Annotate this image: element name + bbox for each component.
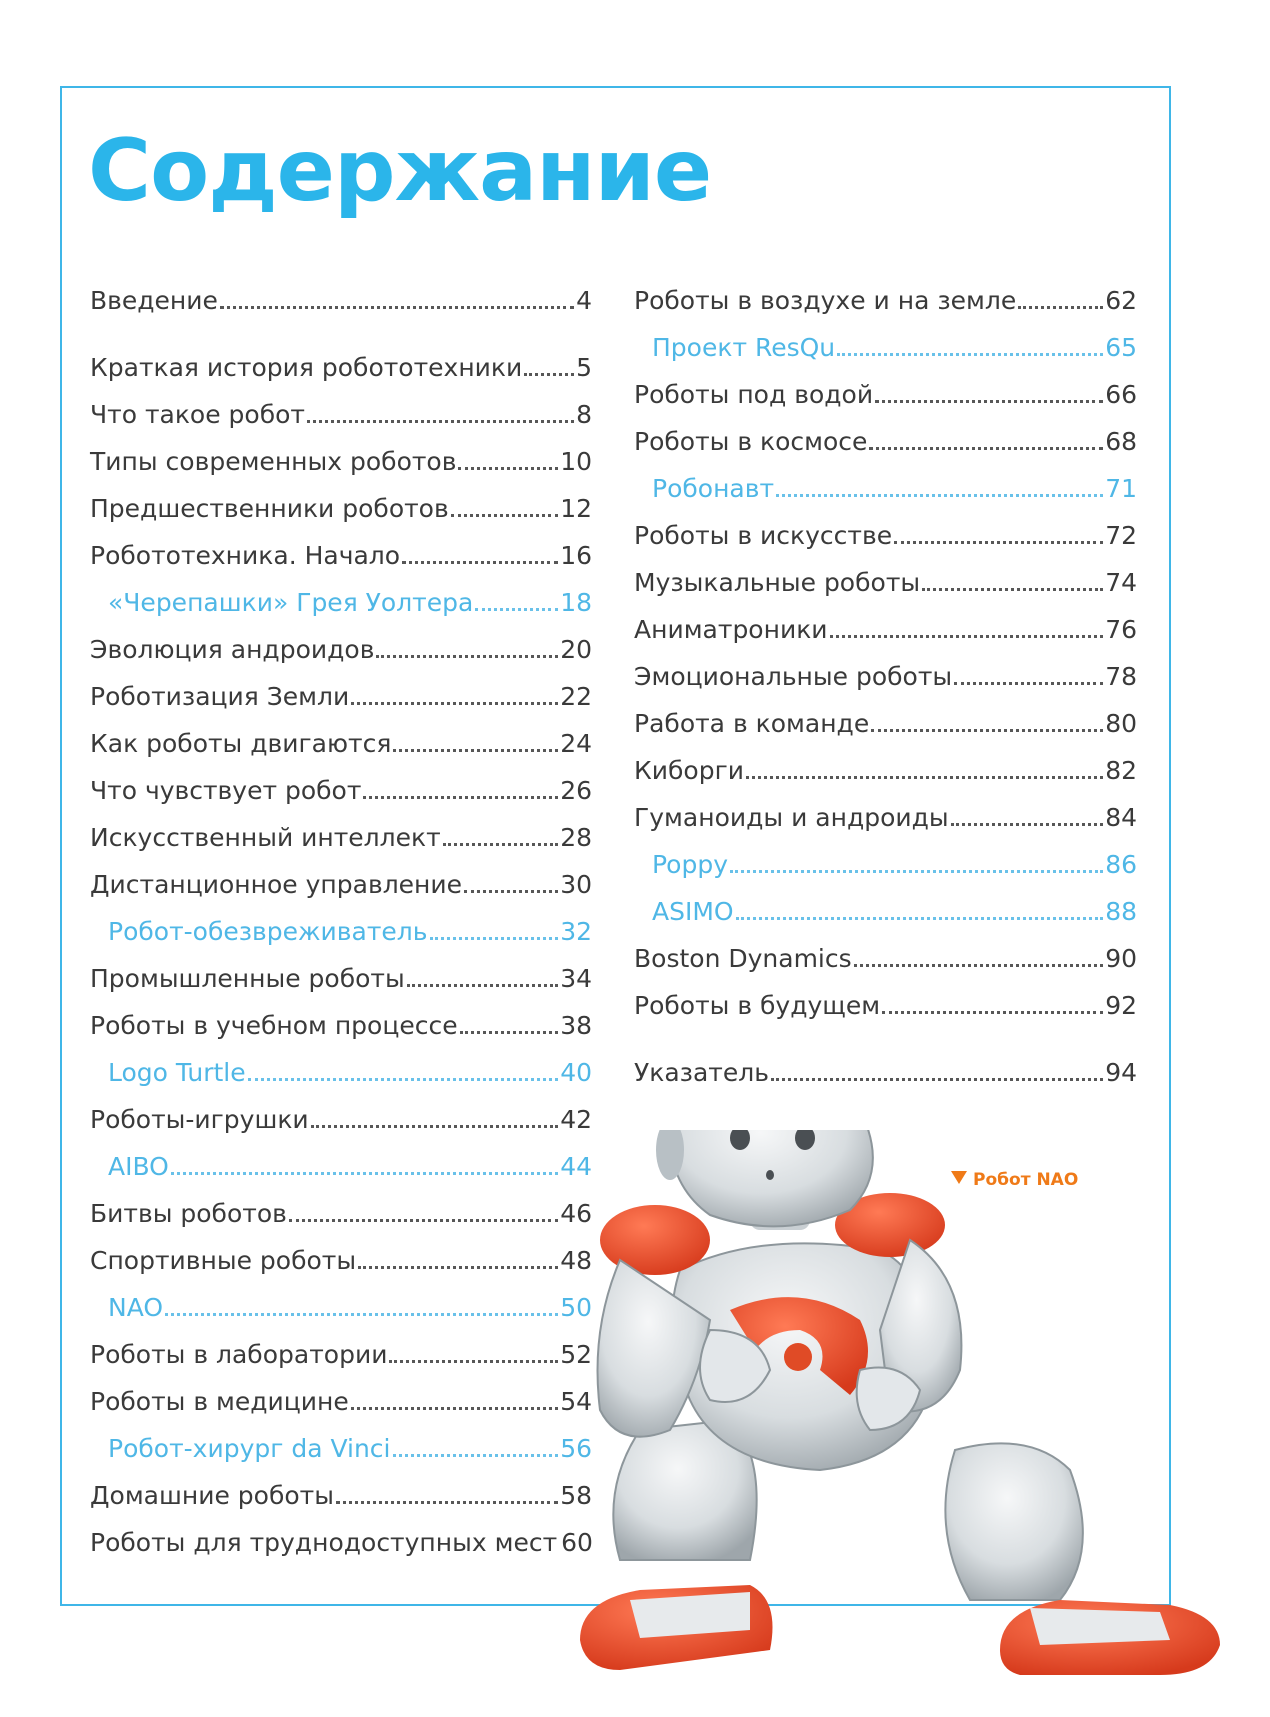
toc-subentry[interactable]	[90, 1275, 592, 1322]
dot-leader	[830, 621, 1104, 638]
toc-entry[interactable]	[634, 785, 1137, 832]
dot-leader	[407, 970, 558, 987]
toc-entry[interactable]	[90, 805, 592, 852]
dot-leader	[289, 1205, 558, 1222]
toc-entry-label: Искусственный интеллект	[90, 823, 441, 852]
toc-entry-label: Киборги	[634, 756, 744, 785]
toc-entry-page: 65	[1105, 333, 1137, 362]
toc-entry-page: 88	[1105, 897, 1137, 926]
toc-entry-label: Что такое робот	[90, 400, 305, 429]
toc-entry-page: 34	[560, 964, 592, 993]
dot-leader	[451, 500, 558, 517]
toc-entry-page: 84	[1105, 803, 1137, 832]
dot-leader	[393, 1440, 559, 1457]
dot-leader	[464, 876, 558, 893]
toc-right-column	[634, 268, 1137, 1087]
toc-subentry[interactable]	[634, 832, 1137, 879]
toc-entry-label: Музыкальные роботы	[634, 568, 921, 597]
toc-entry-label: Введение	[90, 286, 218, 315]
toc-entry[interactable]	[90, 476, 592, 523]
dot-leader	[351, 688, 558, 705]
dot-leader	[311, 1111, 559, 1128]
toc-entry-label: Роботы в учебном процессе	[90, 1011, 458, 1040]
toc-entry-label: Указатель	[634, 1058, 769, 1087]
toc-entry-page: 72	[1105, 521, 1137, 550]
toc-entry-label: Как роботы двигаются	[90, 729, 392, 758]
toc-entry-page: 66	[1105, 380, 1137, 409]
toc-entry[interactable]	[90, 335, 592, 382]
toc-entry[interactable]	[90, 711, 592, 758]
dot-leader	[458, 453, 558, 470]
toc-entry-page: 54	[560, 1387, 592, 1416]
toc-left-column	[90, 268, 592, 1557]
toc-entry-page: 28	[560, 823, 592, 852]
toc-entry-label: Роботизация Земли	[90, 682, 350, 711]
toc-entry-page: 5	[576, 353, 592, 382]
toc-entry-label: NAO	[108, 1293, 164, 1322]
toc-subentry[interactable]	[90, 899, 592, 946]
toc-entry-page: 94	[1105, 1058, 1137, 1087]
toc-entry[interactable]	[90, 1322, 592, 1369]
dot-leader	[393, 735, 558, 752]
toc-entry-page: 18	[560, 588, 592, 617]
toc-entry-page: 52	[560, 1340, 592, 1369]
toc-entry-label: Промышленные роботы	[90, 964, 405, 993]
toc-entry[interactable]	[90, 1369, 592, 1416]
toc-entry[interactable]	[634, 268, 1137, 315]
toc-entry-label: Робототехника. Начало	[90, 541, 401, 570]
toc-entry[interactable]	[90, 523, 592, 570]
dot-leader	[402, 547, 558, 564]
toc-entry-label: Роботы-игрушки	[90, 1105, 309, 1134]
toc-entry-label: Робот-хирург da Vinci	[108, 1434, 391, 1463]
toc-entry-label: Робонавт	[652, 474, 775, 503]
caption-text: Робот NAO	[973, 1170, 1079, 1190]
dot-leader	[1018, 292, 1103, 309]
toc-entry-page: 44	[560, 1152, 592, 1181]
dot-leader	[746, 762, 1103, 779]
dot-leader	[524, 359, 574, 376]
toc-entry[interactable]	[90, 1463, 592, 1510]
dot-leader	[875, 386, 1103, 403]
dot-leader	[736, 903, 1104, 920]
dot-leader	[363, 782, 558, 799]
toc-entry-page: 20	[560, 635, 592, 664]
robot-nao-svg	[560, 1130, 1240, 1713]
toc-entry-page: 16	[560, 541, 592, 570]
toc-entry-label: Спортивные роботы	[90, 1246, 357, 1275]
dot-leader	[869, 433, 1103, 450]
dot-leader	[837, 339, 1103, 356]
toc-entry[interactable]	[634, 597, 1137, 644]
robot-nao-illustration	[560, 1130, 1240, 1713]
toc-entry-page: 26	[560, 776, 592, 805]
toc-entry-label: Эмоциональные роботы	[634, 662, 953, 691]
toc-subentry[interactable]	[90, 570, 592, 617]
dot-leader	[165, 1299, 558, 1316]
toc-entry-label: Что чувствует робот	[90, 776, 362, 805]
dot-leader	[951, 809, 1104, 826]
toc-entry-page: 71	[1105, 474, 1137, 503]
dot-leader	[922, 574, 1103, 591]
dot-leader	[954, 668, 1103, 685]
toc-entry-page: 62	[1105, 286, 1137, 315]
toc-entry-label: AIBO	[108, 1152, 169, 1181]
toc-entry[interactable]	[90, 1181, 592, 1228]
toc-entry-page: 32	[560, 917, 592, 946]
dot-leader	[475, 594, 558, 611]
dot-leader	[771, 1064, 1103, 1081]
toc-entry-label: «Черепашки» Грея Уолтера	[108, 588, 474, 617]
toc-entry-page: 8	[576, 400, 592, 429]
toc-entry-page: 56	[560, 1434, 592, 1463]
toc-entry-label: Робот-обезвреживатель	[108, 917, 428, 946]
toc-entry-label: Роботы под водой	[634, 380, 874, 409]
toc-entry[interactable]	[90, 664, 592, 711]
toc-entry[interactable]	[90, 993, 592, 1040]
dot-leader	[871, 715, 1103, 732]
toc-entry[interactable]	[634, 503, 1137, 550]
toc-entry-label: Дистанционное управление	[90, 870, 463, 899]
toc-entry-page: 86	[1105, 850, 1137, 879]
toc-entry-page: 76	[1105, 615, 1137, 644]
toc-entry-label: Poppy	[652, 850, 729, 879]
toc-entry-label: Битвы роботов	[90, 1199, 287, 1228]
dot-leader	[307, 406, 574, 423]
toc-entry[interactable]	[90, 617, 592, 664]
toc-entry[interactable]	[90, 382, 592, 429]
toc-entry-label: Краткая история робототехники	[90, 353, 523, 382]
dot-leader	[730, 856, 1103, 873]
dot-leader	[358, 1252, 558, 1269]
toc-entry[interactable]	[634, 362, 1137, 409]
toc-entry-label: Logo Turtle	[108, 1058, 246, 1087]
toc-entry-page: 50	[560, 1293, 592, 1322]
toc-entry-page: 60	[561, 1528, 593, 1557]
toc-entry-page: 22	[560, 682, 592, 711]
dot-leader	[894, 527, 1103, 544]
dot-leader	[376, 641, 558, 658]
dot-leader	[460, 1017, 559, 1034]
toc-entry-label: Работа в команде	[634, 709, 870, 738]
dot-leader	[248, 1064, 559, 1081]
toc-entry-page: 78	[1105, 662, 1137, 691]
toc-subentry[interactable]	[634, 879, 1137, 926]
toc-entry-page: 58	[560, 1481, 592, 1510]
toc-entry-page: 80	[1105, 709, 1137, 738]
toc-entry[interactable]	[90, 946, 592, 993]
toc-entry-page: 30	[560, 870, 592, 899]
toc-entry-page: 4	[576, 286, 592, 315]
toc-subentry[interactable]	[90, 1416, 592, 1463]
dot-leader	[430, 923, 559, 940]
toc-entry[interactable]	[634, 691, 1137, 738]
dot-leader	[882, 997, 1103, 1014]
toc-entry-page: 90	[1105, 944, 1137, 973]
toc-entry-page: 42	[560, 1105, 592, 1134]
toc-entry-page: 82	[1105, 756, 1137, 785]
toc-entry[interactable]	[90, 1087, 592, 1134]
toc-entry-page: 38	[560, 1011, 592, 1040]
toc-subentry[interactable]	[634, 456, 1137, 503]
dot-leader	[389, 1346, 558, 1363]
toc-entry-label: Роботы в искусстве	[634, 521, 893, 550]
toc-entry-label: Проект ResQu	[652, 333, 836, 362]
toc-entry-label: Эволюция андроидов	[90, 635, 375, 664]
toc-entry-page: 74	[1105, 568, 1137, 597]
toc-subentry[interactable]	[90, 1134, 592, 1181]
toc-entry[interactable]	[90, 758, 592, 805]
page-title: Содержание	[88, 121, 712, 221]
toc-entry[interactable]	[634, 926, 1137, 973]
dot-leader	[854, 950, 1104, 967]
toc-entry[interactable]	[90, 268, 592, 315]
toc-entry[interactable]	[90, 1228, 592, 1275]
toc-entry-page: 68	[1105, 427, 1137, 456]
toc-entry-label: Домашние роботы	[90, 1481, 334, 1510]
dot-leader	[351, 1393, 558, 1410]
toc-entry[interactable]	[634, 1040, 1137, 1087]
toc-entry[interactable]	[634, 738, 1137, 785]
toc-entry[interactable]	[90, 429, 592, 476]
toc-entry[interactable]	[634, 644, 1137, 691]
toc-entry-label: Роботы в лаборатории	[90, 1340, 388, 1369]
toc-entry-page: 92	[1105, 991, 1137, 1020]
toc-entry-label: Роботы в космосе	[634, 427, 868, 456]
toc-entry[interactable]	[634, 973, 1137, 1020]
toc-entry-page: 24	[560, 729, 592, 758]
toc-entry[interactable]	[90, 852, 592, 899]
toc-entry-label: Предшественники роботов	[90, 494, 449, 523]
dot-leader	[171, 1158, 558, 1175]
toc-entry-label: Роботы в будущем	[634, 991, 881, 1020]
toc-entry-page: 10	[560, 447, 592, 476]
dot-leader	[220, 292, 574, 309]
dot-leader	[776, 480, 1103, 497]
toc-entry-label: Boston Dynamics	[634, 944, 852, 973]
toc-entry-page: 46	[560, 1199, 592, 1228]
toc-entry[interactable]	[90, 1510, 592, 1557]
toc-entry-page: 40	[560, 1058, 592, 1087]
toc-entry-label: ASIMO	[652, 897, 734, 926]
toc-entry-label: Типы современных роботов	[90, 447, 457, 476]
toc-entry[interactable]	[634, 409, 1137, 456]
toc-subentry[interactable]	[90, 1040, 592, 1087]
toc-entry-label: Роботы в медицине	[90, 1387, 349, 1416]
dot-leader	[443, 829, 559, 846]
toc-entry-label: Аниматроники	[634, 615, 828, 644]
toc-entry-label: Роботы в воздухе и на земле	[634, 286, 1017, 315]
toc-entry-page: 48	[560, 1246, 592, 1275]
toc-entry[interactable]	[634, 550, 1137, 597]
dot-leader	[336, 1487, 558, 1504]
toc-entry-page: 12	[560, 494, 592, 523]
toc-entry-label: Гуманоиды и андроиды	[634, 803, 949, 832]
toc-subentry[interactable]	[634, 315, 1137, 362]
toc-entry-label: Роботы для труднодоступных мест	[90, 1528, 558, 1557]
